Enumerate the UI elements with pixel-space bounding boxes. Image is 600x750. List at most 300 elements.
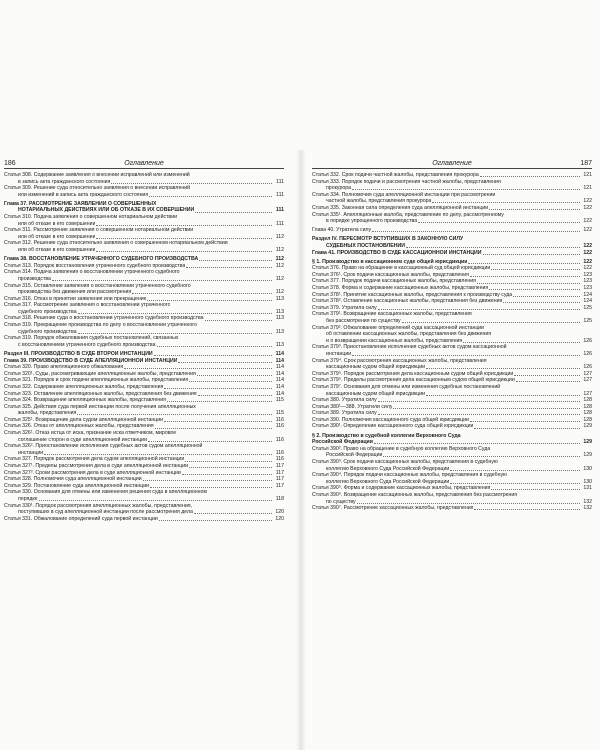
toc-page-number: 112 [275, 262, 284, 269]
toc-entry-text: или изменений в запись акта гражданского состояния [18, 191, 149, 198]
toc-entry-text: Статья 329. Постановление суда апелляционной инстанции [4, 482, 150, 489]
toc-entry [312, 452, 592, 459]
toc-entry [312, 338, 592, 345]
toc-leader-dots [474, 509, 580, 510]
toc-page-number: 122 [583, 265, 592, 272]
toc-entry-text: Статья 326². Приостановление исполнения судебных актов судом апелляционной [4, 443, 203, 450]
toc-entry-text: Раздел III. ПРОИЗВОДСТВО В СУДЕ ВТОРОЙ ИНСТАНЦИИ [4, 350, 153, 357]
toc-entry-text: Статья 379¹. Возвращение кассационных жалобы, представления [312, 311, 472, 318]
toc-entry-text: в порядке упрощенного производства [326, 218, 418, 225]
toc-page-number: 117 [275, 476, 284, 483]
toc-entry [4, 516, 284, 523]
toc-leader-dots [124, 368, 272, 369]
left-page [4, 160, 284, 522]
toc-entry-text: Статья 311. Рассмотрение заявления о совершенном нотариальном действии [4, 227, 194, 234]
toc-page-number: 125 [583, 317, 592, 324]
toc-entry-text: или об отказе в его совершении [18, 220, 96, 227]
toc-leader-dots [182, 474, 272, 475]
toc-leader-dots [189, 467, 272, 468]
toc-entry [4, 172, 284, 179]
toc-entry [312, 205, 592, 212]
toc-leader-dots [78, 333, 272, 334]
toc-entry [4, 358, 284, 365]
toc-page-number: 128 [583, 416, 592, 423]
toc-page-number: 114 [275, 390, 284, 397]
toc-entry-text: Статья 309. Решение суда относительно заявления о внесении исправлений [4, 185, 190, 192]
toc-entry [4, 417, 284, 424]
toc-leader-dots [418, 222, 580, 223]
toc-entry [312, 311, 592, 318]
toc-entry [312, 397, 592, 404]
left-page-header [4, 160, 284, 169]
toc-page-number: 121 [583, 185, 592, 192]
toc-leader-dots [468, 263, 580, 264]
toc-entry-text: Статья 308. Содержание заявления о внесении исправлений или изменений [4, 172, 190, 178]
toc-leader-dots [489, 209, 580, 210]
toc-entry-text: Глава 37. РАССМОТРЕНИЕ ЗАЯВЛЕНИЙ О СОВЕРШЕННЫХ [4, 200, 157, 207]
right-toc-list [312, 172, 592, 512]
toc-entry [312, 492, 592, 499]
toc-entry-text: Статья 327. Порядок рассмотрения дела судом апелляционной инстанции [4, 456, 185, 463]
toc-entry [312, 364, 592, 371]
toc-page-number: 120 [275, 515, 284, 522]
toc-entry-text: Статья 320. Право апелляционного обжалования [4, 364, 124, 371]
toc-entry-text: Статья 333. Порядок подачи и рассмотрения частной жалобы, представления [312, 178, 501, 185]
toc-entry [4, 476, 284, 483]
toc-entry-text: Статья 312. Решение суда относительно заявления о совершенном нотариальном действии [4, 240, 228, 247]
toc-leader-dots [352, 355, 580, 356]
toc-entry-text: Статья 390⁴. Порядок подачи кассационных жалобы, представления в судебную [312, 472, 507, 479]
toc-entry-text: Статья 335¹. Апелляционные жалоба, представление по делу, рассмотренному [312, 211, 504, 218]
toc-entry-text: Российской Федерации [312, 439, 373, 446]
toc-page-number: 121 [583, 172, 592, 178]
toc-entry [4, 234, 284, 241]
toc-entry [4, 489, 284, 496]
toc-entry-text: Статья 390. Полномочия кассационного суда общей юрисдикции [312, 416, 469, 423]
toc-leader-dots [150, 487, 272, 488]
toc-entry [4, 335, 284, 342]
toc-entry [4, 384, 284, 391]
toc-leader-dots [474, 428, 580, 429]
toc-leader-dots [194, 513, 272, 514]
toc-leader-dots [198, 395, 272, 396]
toc-leader-dots [480, 176, 580, 177]
toc-entry [4, 377, 284, 384]
toc-entry [4, 423, 284, 430]
toc-entry [312, 479, 592, 486]
toc-entry-text: Статья 379⁷. Основания для отмены или изменения судебных постановлений [312, 383, 501, 390]
toc-entry [4, 443, 284, 450]
toc-leader-dots [470, 421, 580, 422]
toc-page-number: 117 [275, 469, 284, 476]
toc-entry [4, 283, 284, 290]
toc-page-number: 111 [276, 178, 284, 185]
toc-leader-dots [96, 225, 272, 226]
toc-entry-text: Статья 379. Утратила силу [312, 304, 377, 311]
toc-entry [312, 325, 592, 332]
toc-entry [312, 485, 592, 492]
toc-leader-dots [195, 212, 272, 213]
toc-entry [312, 179, 592, 186]
toc-leader-dots [185, 461, 272, 462]
right-page [312, 160, 592, 512]
toc-leader-dots [157, 346, 273, 347]
toc-page-number: 117 [275, 463, 284, 470]
toc-entry [4, 309, 284, 316]
toc-entry [4, 221, 284, 228]
toc-entry-text: Статья 379². Обжалование определений суда кассационной инстанции [312, 324, 485, 331]
toc-entry-text: частной жалобы, представления прокурора [326, 198, 432, 205]
toc-entry-text: Статья 319. Прекращение производства по делу о восстановлении утраченного [4, 322, 197, 329]
toc-entry [312, 298, 592, 305]
toc-entry [312, 192, 592, 199]
toc-entry [312, 410, 592, 417]
toc-leader-dots [178, 362, 272, 363]
toc-leader-dots [406, 247, 580, 248]
toc-leader-dots [378, 401, 580, 402]
toc-leader-dots [148, 441, 272, 442]
toc-page-number: 111 [276, 191, 284, 198]
toc-page-number: 116 [275, 416, 284, 423]
toc-page-number: 126 [583, 350, 592, 357]
toc-entry [4, 269, 284, 276]
toc-page-number: 118 [275, 496, 284, 502]
toc-entry-text: порядке [18, 496, 38, 502]
toc-entry-text: Статья 318. Решение суда о восстановлении утраченного судебного производства [4, 315, 204, 322]
toc-entry-text: Статья 326¹. Отказ истца от иска, признание иска ответчиком, мировое [4, 430, 177, 437]
toc-entry [4, 256, 284, 263]
toc-leader-dots [393, 408, 580, 409]
toc-entry-text: Статья 390⁵. Форма и содержание кассационных жалобы, представления [312, 485, 491, 492]
toc-entry-text: Статья 390⁷. Рассмотрение кассационных жалобы, представления [312, 505, 474, 512]
toc-entry-text: Статья 376¹. Срок подачи кассационных жалобы, представления [312, 271, 469, 278]
toc-page-number: 111 [275, 207, 284, 214]
toc-leader-dots [402, 322, 580, 323]
toc-leader-dots [147, 300, 272, 301]
toc-page-number: 113 [275, 341, 284, 348]
toc-leader-dots [167, 401, 272, 402]
toc-entry [312, 404, 592, 411]
toc-leader-dots [111, 183, 272, 184]
toc-page-number: 116 [275, 423, 284, 430]
toc-page-number: 122 [583, 249, 592, 256]
toc-entry-text: Статья 317. Рассмотрение заявления о восстановлении утраченного [4, 302, 171, 309]
toc-page-number: 132 [583, 505, 592, 512]
toc-entry [312, 172, 592, 179]
toc-page-number: 112 [275, 247, 284, 254]
toc-entry-text: производства без движения или рассмотрения [18, 289, 132, 296]
toc-leader-dots [491, 269, 580, 270]
toc-entry [4, 289, 284, 296]
toc-page-number: 116 [275, 456, 284, 463]
toc-entry-text: Статья 331. Обжалование определений суда первой инстанции [4, 515, 158, 522]
toc-entry-text: Статья 378¹. Принятие кассационных жалобы, представления к производству суда [312, 291, 513, 298]
toc-page-number: 113 [275, 315, 284, 322]
toc-leader-dots [132, 293, 272, 294]
toc-entry [4, 437, 284, 444]
toc-entry-text: Статья 325. Действия суда первой инстанции после получения апелляционных [4, 403, 196, 410]
toc-entry [4, 470, 284, 477]
toc-leader-dots [352, 189, 580, 190]
toc-entry-text: Статья 378². Оставление кассационных жалобы, представления без движения [312, 298, 503, 305]
toc-entry-text: Глава 38. ВОССТАНОВЛЕНИЕ УТРАЧЕННОГО СУДЕБНОГО ПРОИЗВОДСТВА [4, 256, 199, 263]
toc-entry [4, 240, 284, 247]
toc-page-number: 125 [583, 304, 592, 311]
toc-entry [312, 423, 592, 430]
toc-entry-text: Статья 379⁴. Срок рассмотрения кассационных жалобы, представления [312, 357, 487, 364]
toc-entry-text: производства [18, 275, 51, 282]
toc-entry [4, 302, 284, 309]
toc-entry [4, 503, 284, 510]
toc-entry [312, 285, 592, 292]
toc-entry [312, 351, 592, 358]
toc-entry-text: Статья 335. Законная сила определения суда апелляционной инстанции [312, 204, 489, 211]
toc-leader-dots [44, 454, 272, 455]
toc-page-number: 122 [583, 198, 592, 205]
toc-entry-text: Статья 322. Содержание апелляционных жалобы, представления [4, 383, 164, 390]
toc-leader-dots [378, 309, 580, 310]
toc-entry-text: и о возвращении кассационных жалобы, представления [326, 337, 463, 344]
toc-entry-text: поступивших в суд апелляционной инстанции после рассмотрения дела [18, 509, 193, 516]
toc-page-number: 117 [275, 482, 284, 489]
left-page-number: 186 [4, 160, 16, 167]
toc-entry [312, 377, 592, 384]
toc-page-number: 124 [583, 291, 592, 298]
toc-page-number: 122 [583, 258, 592, 265]
toc-entry [312, 272, 592, 279]
toc-entry-text: Статья 390⁶. Возвращение кассационных жалобы, представления без рассмотрения [312, 491, 518, 498]
toc-leader-dots [357, 503, 580, 504]
toc-entry [312, 278, 592, 285]
toc-page-number: 127 [583, 370, 592, 377]
toc-page-number: 130 [583, 478, 592, 485]
right-page-number: 187 [580, 160, 592, 167]
toc-entry-text: Статья 376. Право на обращение в кассационный суд общей юрисдикции [312, 265, 491, 272]
toc-page-number: 114 [275, 364, 284, 371]
toc-entry [4, 201, 284, 208]
toc-leader-dots [372, 231, 580, 232]
toc-page-number: 132 [583, 498, 592, 505]
toc-entry [312, 198, 592, 205]
toc-entry [4, 410, 284, 417]
toc-entry-text: Статья 379⁶. Пределы рассмотрения дела кассационным судом общей юрисдикции [312, 377, 515, 384]
toc-entry [4, 263, 284, 270]
toc-entry-text: Статья 380. Утратила силу [312, 397, 377, 404]
toc-entry-text: судебного производства [18, 308, 77, 315]
toc-entry-text: судебного производства [18, 328, 77, 335]
toc-entry [312, 318, 592, 325]
toc-entry-text: коллегию Верховного Суда Российской Федерации [326, 465, 450, 472]
toc-page-number: 113 [275, 308, 284, 315]
toc-leader-dots [426, 368, 580, 369]
toc-page-number: 113 [275, 295, 284, 302]
toc-entry-text: Статья 379⁵. Порядок рассмотрения дела кассационным судом общей юрисдикции [312, 370, 514, 377]
toc-page-number: 124 [583, 298, 592, 305]
toc-leader-dots [96, 238, 272, 239]
toc-page-number: 126 [583, 337, 592, 344]
toc-leader-dots [450, 483, 580, 484]
toc-entry [312, 185, 592, 192]
toc-entry-text: в запись акта гражданского состояния [18, 178, 111, 185]
toc-entry-text: Статья 378. Форма и содержание кассационных жалобы, представления [312, 285, 489, 291]
toc-page-number: 112 [275, 233, 284, 240]
toc-entry [4, 404, 284, 411]
toc-page-number: 114 [275, 383, 284, 390]
toc-entry-text: Статья 390¹. Определение кассационного суда общей юрисдикции [312, 423, 474, 430]
toc-page-number: 127 [583, 377, 592, 384]
toc-entry-text: Статья 379³. Приостановление исполнения судебных актов судом кассационной [312, 344, 507, 351]
toc-entry-text: Статья 315. Оставление заявления о восстановлении утраченного судебного [4, 282, 191, 289]
toc-leader-dots [489, 289, 580, 290]
toc-entry-text: Статья 313. Порядок восстановления утраченного судебного производства [4, 262, 186, 269]
toc-entry-text: Статья 326. Отказ от апелляционных жалобы, представления [4, 423, 154, 430]
toc-leader-dots [463, 342, 580, 343]
toc-leader-dots [374, 443, 580, 444]
toc-leader-dots [78, 313, 272, 314]
toc-entry [4, 227, 284, 234]
toc-leader-dots [199, 260, 272, 261]
toc-page-number: 114 [275, 377, 284, 384]
toc-entry-text: или об отказе в его совершении [18, 233, 96, 240]
toc-leader-dots [513, 296, 580, 297]
toc-page-number: 115 [275, 410, 284, 417]
toc-entry [312, 446, 592, 453]
toc-leader-dots [96, 251, 272, 252]
toc-entry [4, 207, 284, 214]
toc-entry [312, 236, 592, 243]
left-page-title: Оглавление [124, 160, 164, 167]
toc-entry-text: СУДЕБНЫХ ПОСТАНОВЛЕНИЙ [326, 242, 405, 249]
toc-entry [312, 439, 592, 446]
toc-entry-text: Статья 316. Отказ в принятии заявления или прекращение [4, 295, 147, 302]
toc-entry [4, 483, 284, 490]
toc-leader-dots [186, 267, 272, 268]
toc-leader-dots [159, 520, 272, 521]
toc-leader-dots [149, 196, 272, 197]
toc-page-number: 112 [275, 256, 284, 263]
toc-entry-text: Статья 389. Утратила силу [312, 410, 377, 417]
toc-entry-text: Статья 327¹. Пределы рассмотрения дела в суде апелляционной инстанции [4, 463, 189, 470]
toc-entry [4, 315, 284, 322]
toc-entry [312, 358, 592, 365]
toc-entry [312, 433, 592, 440]
toc-entry-text: Статья 319. Порядок обжалования судебных постановлений, связанных [4, 335, 179, 342]
toc-page-number: 129 [583, 439, 592, 446]
toc-entry-text: Статья 310. Подача заявления о совершенном нотариальном действии [4, 214, 177, 221]
toc-page-number: 123 [583, 278, 592, 285]
toc-entry [4, 329, 284, 336]
toc-entry-text: Российской Федерации [326, 452, 383, 459]
toc-entry [4, 463, 284, 470]
toc-entry [4, 185, 284, 192]
toc-page-number: 128 [583, 410, 592, 417]
right-page-header [312, 160, 592, 169]
toc-entry [4, 179, 284, 186]
toc-page-number: 113 [275, 328, 284, 335]
toc-page-number: 131 [583, 485, 592, 492]
toc-leader-dots [483, 254, 581, 255]
toc-entry-text: Статья 323. Оставление апелляционных жалобы, представления без движения [4, 390, 197, 397]
toc-leader-dots [450, 470, 580, 471]
toc-entry [4, 351, 284, 358]
toc-entry [4, 371, 284, 378]
toc-entry-text: Статья 328. Полномочия суда апелляционной инстанции [4, 476, 142, 483]
toc-page-number: 116 [275, 436, 284, 443]
toc-entry [4, 214, 284, 221]
toc-entry [312, 331, 592, 338]
toc-entry [4, 247, 284, 254]
toc-entry-text: по существу [326, 498, 356, 505]
toc-page-number: 129 [583, 423, 592, 430]
toc-leader-dots [426, 395, 580, 396]
toc-entry-text: Статья 321. Порядок и срок подачи апелляционных жалобы, представления [4, 377, 189, 384]
toc-leader-dots [503, 302, 580, 303]
toc-leader-dots [383, 456, 580, 457]
toc-entry-text: Глава 39. ПРОИЗВОДСТВО В СУДЕ АПЕЛЛЯЦИОННОЙ ИНСТАНЦИИ [4, 357, 178, 364]
toc-leader-dots [378, 414, 580, 415]
toc-entry [4, 296, 284, 303]
toc-page-number: 130 [583, 465, 592, 472]
toc-entry-text: прокурора [326, 185, 351, 192]
toc-entry-text: Раздел IV. ПЕРЕСМОТР ВСТУПИВШИХ В ЗАКОННУЮ СИЛУ [312, 236, 464, 243]
toc-entry-text: Статьи 380¹—388. Утратили силу [312, 403, 393, 410]
toc-entry [312, 212, 592, 219]
toc-entry [4, 391, 284, 398]
toc-leader-dots [432, 202, 580, 203]
toc-leader-dots [470, 276, 580, 277]
toc-leader-dots [155, 428, 272, 429]
toc-entry [312, 250, 592, 257]
toc-leader-dots [205, 320, 272, 321]
toc-page-number: 114 [275, 357, 284, 364]
left-toc-list [4, 172, 284, 522]
toc-entry [4, 450, 284, 457]
toc-entry [312, 259, 592, 266]
toc-entry [4, 430, 284, 437]
toc-leader-dots [477, 283, 580, 284]
toc-entry [312, 227, 592, 234]
toc-entry [312, 499, 592, 506]
toc-entry-text: кассационным судом общей юрисдикции [326, 390, 426, 397]
toc-entry [4, 456, 284, 463]
toc-entry-text: Статья 330¹. Порядок рассмотрения апелляционных жалобы, представления, [4, 502, 193, 509]
toc-entry-text: кассационным судом общей юрисдикции [326, 364, 426, 371]
toc-entry-text: без рассмотрения по существу [326, 317, 401, 324]
toc-page-number: 116 [275, 449, 284, 456]
toc-entry [4, 364, 284, 371]
toc-entry-text: инстанции [326, 350, 352, 357]
toc-entry [312, 391, 592, 398]
toc-page-number: 128 [583, 403, 592, 410]
toc-entry [4, 192, 284, 199]
toc-entry [312, 305, 592, 312]
toc-entry-text: коллегию Верховного Суда Российской Федерации [326, 478, 450, 485]
toc-leader-dots [491, 489, 580, 490]
toc-entry-text: Статья 320¹. Суды, рассматривающие апелляционные жалобы, представления [4, 370, 196, 377]
toc-page-number: 122 [583, 218, 592, 225]
toc-entry-text: Статья 390². Право на обращение в судебную коллегию Верховного Суда [312, 445, 491, 452]
toc-entry [4, 496, 284, 503]
toc-entry [4, 342, 284, 349]
toc-entry-text: с восстановлением утраченного судебного производства [18, 341, 156, 348]
toc-entry [312, 384, 592, 391]
toc-entry-text: Глава 41. ПРОИЗВОДСТВО В СУДЕ КАССАЦИОННОЙ ИНСТАНЦИИ [312, 249, 482, 256]
toc-entry [312, 505, 592, 512]
toc-leader-dots [514, 375, 580, 376]
toc-leader-dots [143, 480, 272, 481]
toc-entry-text: Статья 377. Порядок подачи кассационных жалобы, представления [312, 278, 476, 285]
toc-entry [4, 276, 284, 283]
